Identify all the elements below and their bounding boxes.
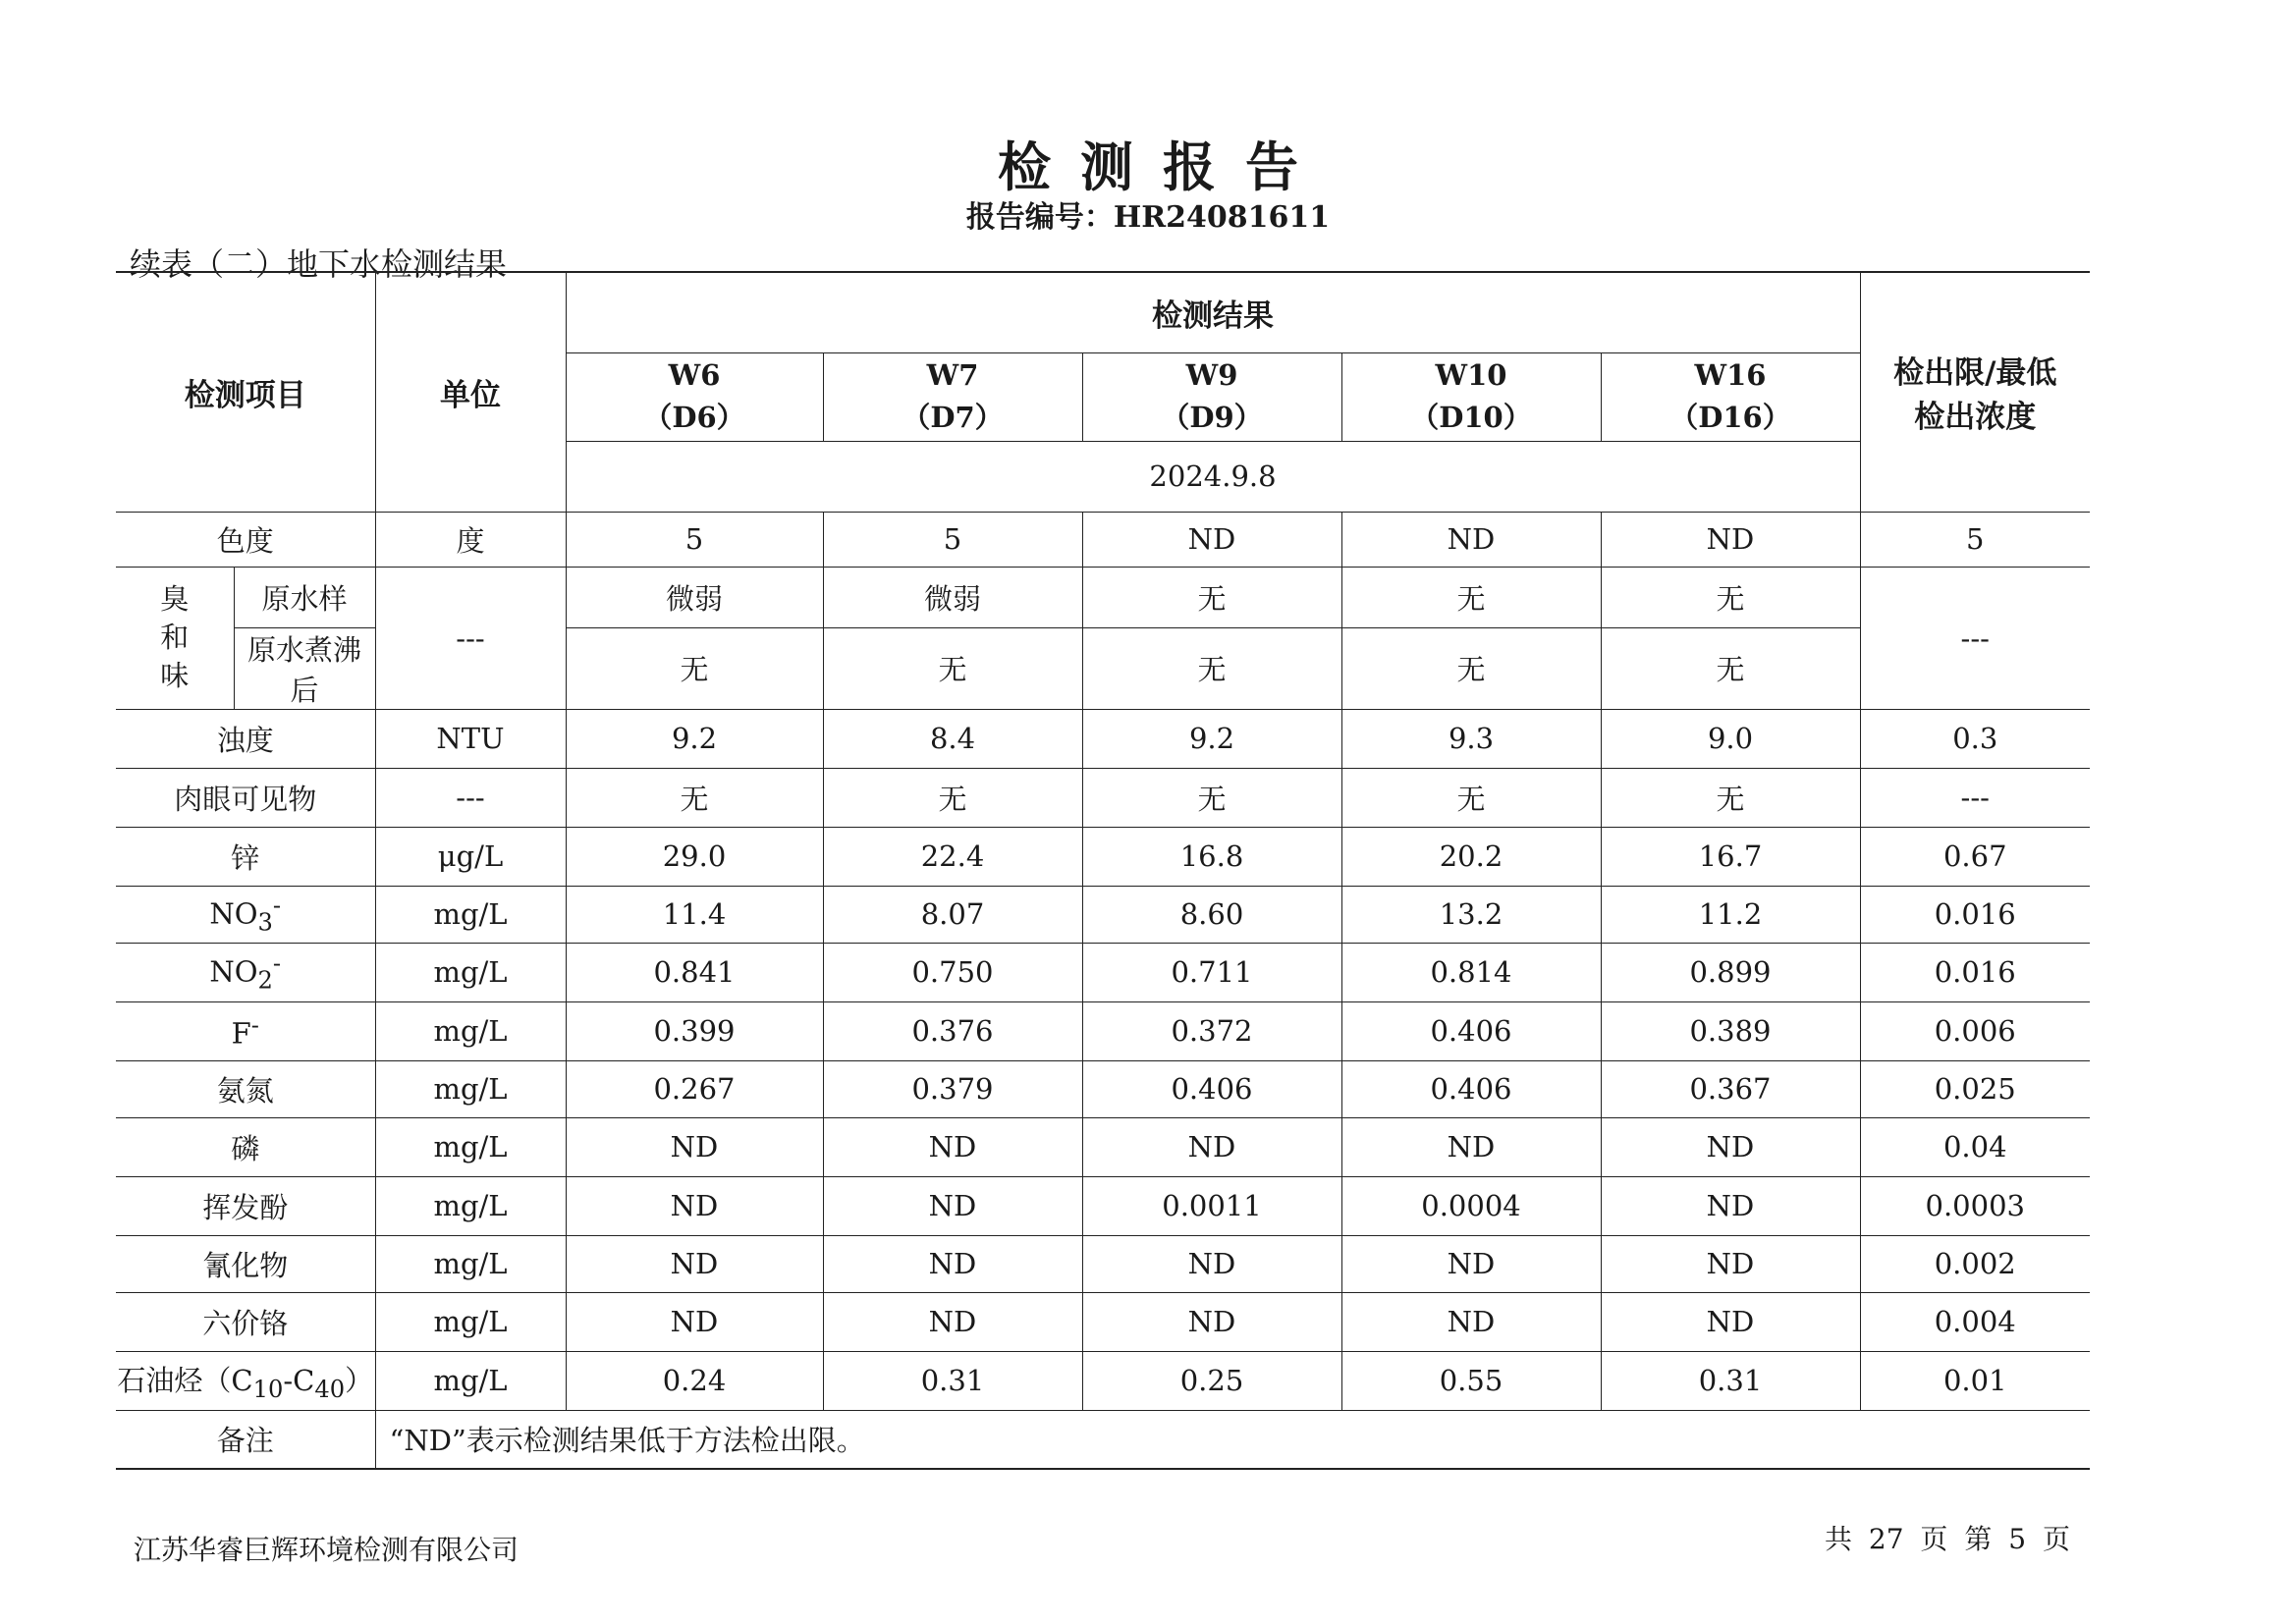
limit-cell: 0.0003 [1860, 1176, 2090, 1235]
petroleum-sub: 10 [252, 1375, 284, 1403]
company-name: 江苏华睿巨辉环境检测有限公司 [134, 1534, 519, 1566]
odor-label-char: 味 [160, 659, 190, 693]
limit-cell: --- [1860, 567, 2090, 709]
value-cell: 0.406 [1341, 1001, 1601, 1060]
value-cell: ND [823, 1235, 1082, 1292]
limit-cell: 0.002 [1860, 1235, 2090, 1292]
sampling-date: 2024.9.8 [566, 441, 1860, 512]
report-number-label: 报告编号： [965, 200, 1114, 235]
unit-cell: mg/L [375, 1176, 566, 1235]
header-limit-line1: 检出限/最低 [1893, 355, 2057, 392]
item-cell: 挥发酚 [116, 1176, 375, 1235]
report-number [0, 192, 2296, 236]
value-cell: ND [1082, 1117, 1341, 1176]
formula-base: NO [209, 896, 258, 931]
value-cell: ND [823, 1292, 1082, 1351]
site-header [566, 352, 823, 441]
value-cell: ND [566, 1292, 823, 1351]
value-cell: 无 [1082, 567, 1341, 627]
value-cell: 无 [1082, 627, 1341, 709]
site-code: W10 [1435, 357, 1507, 392]
unit-cell: mg/L [375, 1292, 566, 1351]
site-header [1601, 352, 1860, 441]
item-cell: 氰化物 [116, 1235, 375, 1292]
header-limit-line2: 检出浓度 [1914, 400, 2037, 436]
unit-cell: 度 [375, 512, 566, 567]
table-row [116, 512, 2090, 567]
value-cell: 0.55 [1341, 1351, 1601, 1410]
unit-cell: mg/L [375, 1001, 566, 1060]
value-cell: 5 [823, 512, 1082, 567]
value-cell: 29.0 [566, 827, 823, 886]
header-results: 检测结果 [566, 272, 1860, 352]
value-cell: ND [1082, 512, 1341, 567]
limit-cell: 0.3 [1860, 709, 2090, 768]
value-cell: ND [823, 1176, 1082, 1235]
site-sub: （D7） [902, 401, 1004, 434]
note-label: 备注 [116, 1410, 375, 1469]
value-cell: 5 [566, 512, 823, 567]
value-cell: 无 [1601, 567, 1860, 627]
value-cell: 9.0 [1601, 709, 1860, 768]
table-caption: 续表（二）地下水检测结果 [130, 245, 508, 283]
value-cell: 0.406 [1341, 1060, 1601, 1117]
site-sub: （D16） [1669, 401, 1791, 434]
item-cell: 氨氮 [116, 1060, 375, 1117]
value-cell: ND [1601, 1117, 1860, 1176]
site-sub: （D10） [1410, 401, 1532, 434]
value-cell: 0.31 [1601, 1351, 1860, 1410]
value-cell: 无 [1601, 768, 1860, 827]
header-item: 检测项目 [116, 272, 375, 512]
value-cell: 微弱 [566, 567, 823, 627]
unit-cell: mg/L [375, 886, 566, 943]
value-cell: 0.24 [566, 1351, 823, 1410]
value-cell: 无 [823, 768, 1082, 827]
formula-sup: - [272, 949, 282, 978]
value-cell: 8.07 [823, 886, 1082, 943]
value-cell: 无 [566, 768, 823, 827]
value-cell: 0.0011 [1082, 1176, 1341, 1235]
item-cell: 浊度 [116, 709, 375, 768]
sub-item-cell: 原水样 [234, 567, 375, 627]
site-code: W16 [1694, 357, 1767, 392]
groundwater-results-table [116, 271, 2090, 1470]
limit-cell: 0.01 [1860, 1351, 2090, 1410]
unit-cell: mg/L [375, 1060, 566, 1117]
table-row [116, 1117, 2090, 1176]
item-cell: 磷 [116, 1117, 375, 1176]
formula-sub: 2 [257, 966, 273, 995]
value-cell: 0.899 [1601, 943, 1860, 1001]
unit-cell: mg/L [375, 1117, 566, 1176]
value-cell: 0.841 [566, 943, 823, 1001]
value-cell: 无 [1341, 567, 1601, 627]
sub-item-cell: 原水煮沸后 [234, 627, 375, 709]
unit-cell: --- [375, 567, 566, 709]
site-header [823, 352, 1082, 441]
formula-base: NO [209, 954, 258, 989]
site-sub: （D6） [643, 401, 745, 434]
odor-label-char: 臭 [160, 581, 190, 616]
value-cell: 0.711 [1082, 943, 1341, 1001]
table-row [116, 567, 2090, 627]
value-cell: 0.367 [1601, 1060, 1860, 1117]
site-code: W7 [926, 357, 979, 392]
item-cell: 六价铬 [116, 1292, 375, 1351]
value-cell: 13.2 [1341, 886, 1601, 943]
value-cell: 11.2 [1601, 886, 1860, 943]
site-header [1082, 352, 1341, 441]
formula-base: F [231, 1016, 251, 1051]
unit-cell: mg/L [375, 1351, 566, 1410]
limit-cell: 0.67 [1860, 827, 2090, 886]
table-row [116, 1410, 2090, 1469]
value-cell: ND [1341, 512, 1601, 567]
value-cell: ND [1341, 1235, 1601, 1292]
value-cell: 8.60 [1082, 886, 1341, 943]
page-info: 共 27 页 第 5 页 [1825, 1523, 2070, 1555]
value-cell: 无 [566, 627, 823, 709]
header-unit: 单位 [375, 272, 566, 512]
formula-sup: - [272, 892, 282, 920]
value-cell: 0.399 [566, 1001, 823, 1060]
table-row [116, 1351, 2090, 1410]
value-cell: 无 [823, 627, 1082, 709]
value-cell: 9.3 [1341, 709, 1601, 768]
unit-cell: mg/L [375, 1235, 566, 1292]
item-cell: 色度 [116, 512, 375, 567]
value-cell: ND [823, 1117, 1082, 1176]
value-cell: 16.8 [1082, 827, 1341, 886]
table-row [116, 943, 2090, 1001]
report-title: 检测报告 [998, 135, 1328, 198]
value-cell: 0.25 [1082, 1351, 1341, 1410]
value-cell: 0.0004 [1341, 1176, 1601, 1235]
value-cell: 无 [1341, 768, 1601, 827]
table-row [116, 1060, 2090, 1117]
value-cell: 11.4 [566, 886, 823, 943]
value-cell: ND [1601, 1176, 1860, 1235]
value-cell: 无 [1341, 627, 1601, 709]
value-cell: ND [1341, 1117, 1601, 1176]
table-row [116, 1292, 2090, 1351]
value-cell: ND [1082, 1292, 1341, 1351]
report-number-value: HR24081611 [1113, 200, 1331, 235]
table-row [116, 886, 2090, 943]
value-cell: 0.750 [823, 943, 1082, 1001]
table-row [116, 709, 2090, 768]
value-cell: 22.4 [823, 827, 1082, 886]
limit-cell: 0.016 [1860, 943, 2090, 1001]
site-header [1341, 352, 1601, 441]
table-row [116, 1001, 2090, 1060]
table-row [116, 827, 2090, 886]
value-cell: ND [566, 1117, 823, 1176]
value-cell: 0.31 [823, 1351, 1082, 1410]
value-cell: 0.376 [823, 1001, 1082, 1060]
table-row [116, 1176, 2090, 1235]
value-cell: ND [1601, 1235, 1860, 1292]
header-limit [1860, 272, 2090, 512]
note-text: “ND”表示检测结果低于方法检出限。 [375, 1410, 2090, 1469]
value-cell: ND [1601, 512, 1860, 567]
value-cell: 0.814 [1341, 943, 1601, 1001]
odor-label-char: 和 [160, 620, 190, 654]
item-cell [116, 1351, 375, 1410]
limit-cell: 0.006 [1860, 1001, 2090, 1060]
value-cell: ND [1341, 1292, 1601, 1351]
value-cell: ND [566, 1176, 823, 1235]
value-cell: ND [566, 1235, 823, 1292]
value-cell: 9.2 [1082, 709, 1341, 768]
value-cell: 16.7 [1601, 827, 1860, 886]
value-cell: 20.2 [1341, 827, 1601, 886]
item-cell: 肉眼可见物 [116, 768, 375, 827]
limit-cell: 0.04 [1860, 1117, 2090, 1176]
site-sub: （D9） [1161, 401, 1263, 434]
unit-cell: mg/L [375, 943, 566, 1001]
value-cell: 0.406 [1082, 1060, 1341, 1117]
value-cell: 0.389 [1601, 1001, 1860, 1060]
item-cell [116, 1001, 375, 1060]
formula-sub: 3 [257, 908, 273, 937]
site-code: W9 [1185, 357, 1238, 392]
value-cell: 0.267 [566, 1060, 823, 1117]
limit-cell: 0.016 [1860, 886, 2090, 943]
petroleum-suffix: ） [345, 1363, 374, 1397]
unit-cell: μg/L [375, 827, 566, 886]
table-row [116, 1235, 2090, 1292]
limit-cell: 0.025 [1860, 1060, 2090, 1117]
limit-cell: 5 [1860, 512, 2090, 567]
item-cell [116, 886, 375, 943]
item-cell: 锌 [116, 827, 375, 886]
value-cell: 9.2 [566, 709, 823, 768]
limit-cell: --- [1860, 768, 2090, 827]
value-cell: 微弱 [823, 567, 1082, 627]
petroleum-dash: -C [283, 1363, 315, 1397]
petroleum-prefix: 石油烃（C [117, 1363, 253, 1397]
value-cell: ND [1082, 1235, 1341, 1292]
value-cell: 0.379 [823, 1060, 1082, 1117]
value-cell: 8.4 [823, 709, 1082, 768]
unit-cell: NTU [375, 709, 566, 768]
value-cell: ND [1601, 1292, 1860, 1351]
site-code: W6 [668, 357, 721, 392]
formula-sup: - [250, 1011, 259, 1040]
value-cell: 无 [1601, 627, 1860, 709]
petroleum-sub: 40 [314, 1375, 346, 1403]
unit-cell: --- [375, 768, 566, 827]
table-row [116, 768, 2090, 827]
limit-cell: 0.004 [1860, 1292, 2090, 1351]
value-cell: 无 [1082, 768, 1341, 827]
item-cell [116, 943, 375, 1001]
value-cell: 0.372 [1082, 1001, 1341, 1060]
odor-group-label [116, 567, 234, 709]
